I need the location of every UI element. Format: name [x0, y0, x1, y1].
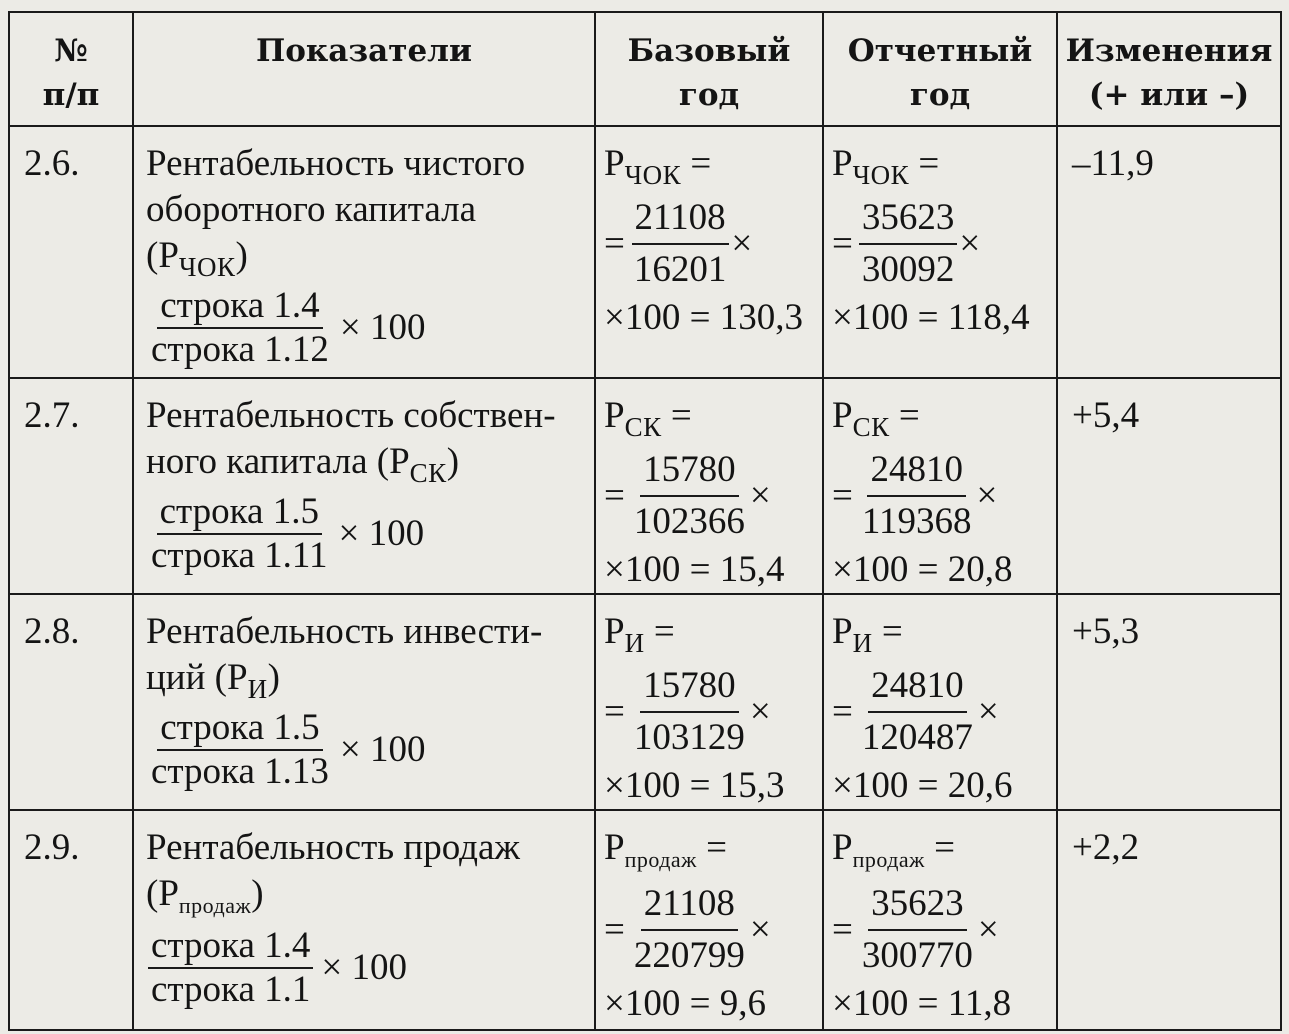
symbol-subscript: И [624, 628, 645, 658]
value-symbol [832, 609, 1054, 657]
symbol-main: Р [604, 395, 625, 436]
equals-sign: = [832, 909, 853, 950]
value-result: ×100 = 20,6 [832, 765, 1013, 806]
symbol-main: Р [604, 611, 625, 652]
value-result: ×100 = 9,6 [604, 983, 766, 1024]
base-year-cell [595, 810, 823, 1030]
header-num [9, 12, 133, 126]
value-fraction-line [604, 445, 820, 547]
value-fraction [631, 879, 748, 981]
times-sign: × [977, 691, 999, 732]
value-numerator: 35623 [868, 879, 967, 931]
row-number: 2.7. [9, 378, 133, 594]
indicator-cell [133, 810, 595, 1030]
value-numerator: 24810 [867, 445, 966, 497]
value-fraction-line [832, 879, 1054, 981]
symbol-subscript: СК [409, 458, 447, 488]
header-base-year [595, 12, 823, 126]
indicator-cell [133, 594, 595, 810]
symbol-subscript: СК [852, 412, 890, 442]
indicator-name-line: Рентабельность собствен- [146, 395, 556, 436]
report-year-cell [823, 810, 1057, 1030]
formula-multiplier: × 100 [339, 729, 426, 770]
report-year-cell [823, 594, 1057, 810]
symbol-main: Р [158, 235, 179, 276]
equals-sign: = [604, 691, 625, 732]
symbol-main: Р [832, 827, 853, 868]
formula-fraction [148, 491, 331, 577]
value-numerator: 21108 [641, 879, 738, 931]
value-fraction [859, 879, 976, 981]
value-result: ×100 = 118,4 [832, 297, 1030, 338]
indicator-name-line [146, 439, 588, 487]
value-fraction-line [832, 193, 1054, 295]
table-row [9, 810, 1281, 1030]
value-symbol [832, 141, 1054, 189]
formula-fraction [148, 285, 332, 371]
header-report-line1: Отчетный [847, 33, 1033, 69]
value-denominator: 119368 [861, 501, 972, 542]
value-symbol [832, 825, 1054, 875]
table-row [9, 594, 1281, 810]
value-symbol [604, 141, 820, 189]
value-fraction-line [604, 193, 820, 295]
indicator-cell [133, 126, 595, 378]
times-sign: × [959, 223, 981, 264]
formula [146, 285, 588, 371]
symbol-subscript: ЧОК [624, 160, 682, 190]
symbol-subscript: ЧОК [852, 160, 910, 190]
formula-denominator: строка 1.11 [151, 535, 328, 576]
value-fraction [631, 445, 748, 547]
indicator-name-line [146, 655, 588, 703]
indicator-name-text: ций (Р [146, 657, 248, 698]
value-symbol [604, 609, 820, 657]
report-year-cell [823, 378, 1057, 594]
formula-numerator: строка 1.5 [157, 707, 322, 751]
equals-sign: = [706, 827, 728, 868]
indicator-name-text: ного капитала (Р [146, 441, 410, 482]
symbol-main: Р [832, 611, 853, 652]
equals-sign: = [832, 223, 853, 264]
formula [146, 491, 588, 577]
value-fraction [631, 193, 730, 295]
value-symbol [604, 393, 820, 441]
header-change [1057, 12, 1281, 126]
value-symbol [832, 393, 1054, 441]
report-year-cell [823, 126, 1057, 378]
symbol-main: Р [832, 143, 853, 184]
indicator-name-line: Рентабельность чистого [146, 143, 526, 184]
symbol-subscript: ЧОК [178, 252, 236, 282]
header-change-line1: Изменения [1065, 33, 1273, 69]
indicator-name-line: Рентабельность продаж [146, 827, 520, 868]
row-number: 2.8. [9, 594, 133, 810]
value-numerator: 35623 [859, 193, 958, 245]
symbol-subscript: продаж [178, 893, 252, 918]
value-symbol [604, 825, 820, 875]
value-result: ×100 = 15,4 [604, 549, 785, 590]
value-result: ×100 = 15,3 [604, 765, 785, 806]
formula-numerator: строка 1.5 [157, 491, 322, 535]
table-row [9, 378, 1281, 594]
value-numerator: 15780 [640, 661, 739, 713]
header-num-line1: № [54, 33, 88, 69]
indicator-name-line [146, 871, 588, 921]
times-sign: × [731, 223, 753, 264]
base-year-cell [595, 126, 823, 378]
value-result: ×100 = 20,8 [832, 549, 1013, 590]
symbol-main: Р [604, 827, 625, 868]
value-result: ×100 = 130,3 [604, 297, 803, 338]
equals-sign: = [881, 611, 903, 652]
equals-sign: = [934, 827, 956, 868]
formula-denominator: строка 1.12 [151, 329, 329, 370]
equals-sign: = [832, 691, 853, 732]
base-year-cell [595, 594, 823, 810]
formula-multiplier: × 100 [321, 947, 408, 988]
times-sign: × [749, 691, 771, 732]
formula [146, 707, 588, 793]
value-fraction-line [832, 445, 1054, 547]
value-fraction-line [604, 879, 820, 981]
symbol-subscript: продаж [852, 847, 925, 872]
formula-fraction [148, 925, 313, 1011]
indicator-name-line: оборотного капитала [146, 189, 477, 230]
header-indicator: Показатели [133, 12, 595, 126]
value-fraction [859, 193, 958, 295]
table-header-row [9, 12, 1281, 126]
value-denominator: 16201 [633, 249, 727, 290]
header-base-line2: год [678, 77, 740, 113]
equals-sign: = [604, 909, 625, 950]
indicator-name-line: Рентабельность инвести- [146, 611, 543, 652]
close-paren: ) [446, 441, 460, 482]
value-denominator: 30092 [861, 249, 955, 290]
formula-denominator: строка 1.13 [151, 751, 329, 792]
header-base-line1: Базовый [627, 33, 791, 69]
value-denominator: 103129 [633, 717, 745, 758]
formula-fraction [148, 707, 332, 793]
value-numerator: 15780 [640, 445, 739, 497]
symbol-subscript: И [852, 628, 873, 658]
change-cell: –11,9 [1057, 126, 1281, 378]
equals-sign: = [670, 395, 692, 436]
times-sign: × [976, 475, 998, 516]
value-denominator: 102366 [633, 501, 745, 542]
formula-multiplier: × 100 [338, 513, 425, 554]
formula-numerator: строка 1.4 [157, 285, 322, 329]
equals-sign: = [690, 143, 712, 184]
equals-sign: = [898, 395, 920, 436]
value-fraction [859, 445, 975, 547]
value-numerator: 24810 [868, 661, 967, 713]
value-fraction-line [604, 661, 820, 763]
equals-sign: = [832, 475, 853, 516]
times-sign: × [977, 909, 999, 950]
row-number: 2.6. [9, 126, 133, 378]
profitability-table [8, 11, 1282, 1031]
value-numerator: 21108 [632, 193, 729, 245]
formula [146, 925, 588, 1011]
value-denominator: 220799 [633, 935, 745, 976]
value-denominator: 120487 [861, 717, 973, 758]
symbol-main: Р [604, 143, 625, 184]
symbol-subscript: продаж [624, 847, 697, 872]
equals-sign: = [604, 475, 625, 516]
times-sign: × [749, 475, 771, 516]
formula-multiplier: × 100 [339, 307, 426, 348]
value-fraction-line [832, 661, 1054, 763]
change-cell: +5,4 [1057, 378, 1281, 594]
symbol-subscript: СК [624, 412, 662, 442]
indicator-symbol: $(Р_{ЧОК})$ [146, 235, 248, 282]
formula-denominator: строка 1.1 [151, 969, 311, 1010]
change-cell: +5,3 [1057, 594, 1281, 810]
close-paren: ) [267, 657, 280, 698]
symbol-main: Р [832, 395, 853, 436]
base-year-cell [595, 378, 823, 594]
header-report-line2: год [909, 77, 971, 113]
close-paren: ) [251, 873, 264, 914]
symbol-subscript: И [247, 674, 268, 704]
value-fraction [859, 661, 976, 763]
table-row [9, 126, 1281, 378]
row-number: 2.9. [9, 810, 133, 1030]
header-report-year [823, 12, 1057, 126]
value-result: ×100 = 11,8 [832, 983, 1012, 1024]
indicator-name-text: (Р [146, 873, 179, 914]
times-sign: × [749, 909, 771, 950]
value-denominator: 300770 [861, 935, 973, 976]
equals-sign: = [604, 223, 625, 264]
formula-numerator: строка 1.4 [148, 925, 313, 969]
change-cell: +2,2 [1057, 810, 1281, 1030]
header-num-line2: п/п [42, 77, 100, 113]
equals-sign: = [918, 143, 940, 184]
value-fraction [631, 661, 748, 763]
equals-sign: = [653, 611, 675, 652]
indicator-cell [133, 378, 595, 594]
header-change-line2: (+ или –) [1088, 77, 1250, 113]
